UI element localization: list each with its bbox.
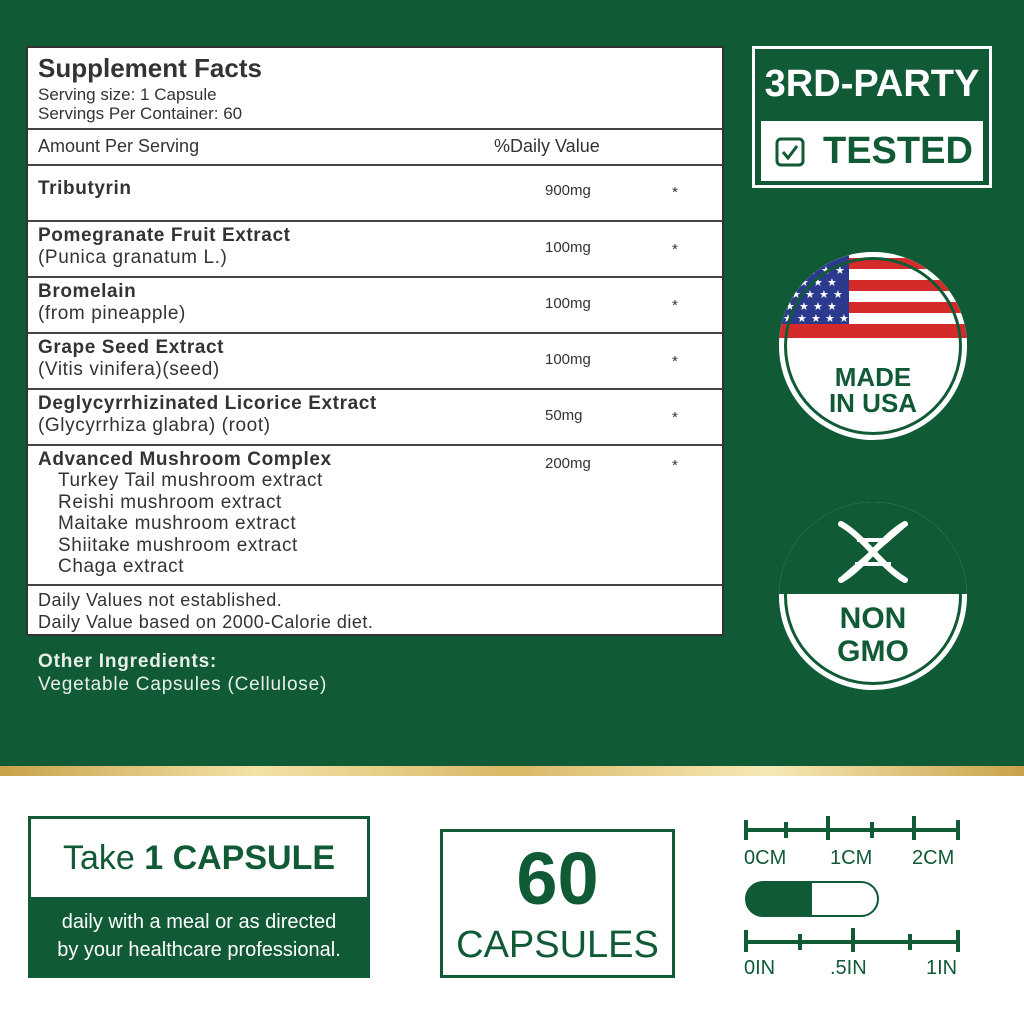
ingredient-amount: 100mg xyxy=(545,295,591,312)
amount-header: Amount Per Serving xyxy=(38,136,200,156)
svg-text:★: ★ xyxy=(783,312,793,325)
capsule-size-ruler xyxy=(744,812,974,992)
svg-text:★: ★ xyxy=(791,288,801,301)
daily-value: * xyxy=(672,297,678,314)
dosage-box xyxy=(28,816,370,978)
facts-row-mushroom xyxy=(28,444,722,584)
dv-header: %Daily Value xyxy=(494,136,600,156)
svg-text:★: ★ xyxy=(833,288,843,301)
third-party-tested-badge xyxy=(752,46,992,188)
take-amount: 1 CAPSULE xyxy=(144,839,336,877)
other-ingredients-title: Other Ingredients: xyxy=(38,651,218,672)
mushroom-item: Reishi mushroom extract xyxy=(58,491,282,513)
svg-text:★: ★ xyxy=(799,276,809,289)
svg-text:★: ★ xyxy=(819,288,829,301)
inch-scale xyxy=(744,924,964,954)
ingredient-name: Pomegranate Fruit Extract xyxy=(38,225,291,246)
svg-text:★: ★ xyxy=(807,264,817,277)
svg-text:★: ★ xyxy=(797,312,807,325)
ruler-label: 0IN xyxy=(744,957,776,979)
usa-label-line2: IN USA xyxy=(828,388,918,418)
tested-top-label: 3RD-PARTY xyxy=(764,63,980,105)
ruler-label: .5IN xyxy=(830,957,867,979)
dosage-instructions xyxy=(31,897,367,975)
facts-row xyxy=(28,332,722,388)
daily-value: * xyxy=(672,241,678,258)
ingredient-name: Advanced Mushroom Complex xyxy=(38,449,332,470)
facts-title: Supplement Facts xyxy=(38,53,262,83)
svg-text:★: ★ xyxy=(825,312,835,325)
svg-text:★: ★ xyxy=(835,264,845,277)
svg-text:★: ★ xyxy=(805,288,815,301)
ingredient-name: Bromelain xyxy=(38,281,137,302)
mushroom-item: Chaga extract xyxy=(58,556,185,577)
ruler-label: 2CM xyxy=(912,847,955,869)
capsule-count-label: CAPSULES xyxy=(456,924,659,966)
usa-label-line1: MADE xyxy=(834,362,912,392)
capsule-count-box xyxy=(440,829,675,978)
mushroom-item: Shiitake mushroom extract xyxy=(58,534,298,556)
svg-text:★: ★ xyxy=(827,276,837,289)
facts-row xyxy=(28,164,722,220)
ingredient-amount: 100mg xyxy=(545,351,591,368)
svg-text:★: ★ xyxy=(811,312,821,325)
ingredient-amount: 100mg xyxy=(545,239,591,256)
daily-value: * xyxy=(672,409,678,426)
ingredient-amount: 200mg xyxy=(545,455,591,472)
mushroom-list xyxy=(58,470,323,578)
ingredient-amount: 50mg xyxy=(545,407,583,424)
ruler-label: 0CM xyxy=(744,847,787,869)
servings-per-container: Servings Per Container: 60 xyxy=(38,104,243,123)
ingredient-source: (Punica granatum L.) xyxy=(38,247,228,268)
svg-text:★: ★ xyxy=(827,300,837,313)
amount-header-row xyxy=(28,128,722,164)
ruler-label: 1IN xyxy=(926,957,958,979)
ingredient-amount: 900mg xyxy=(545,182,591,199)
ingredient-name: Deglycyrrhizinated Licorice Extract xyxy=(38,393,377,414)
other-ingredients-text: Vegetable Capsules (Cellulose) xyxy=(38,674,328,695)
checkbox-icon xyxy=(775,137,805,167)
ruler-label: 1CM xyxy=(830,847,873,869)
mushroom-item: Maitake mushroom extract xyxy=(58,513,297,534)
gmo-label-line1: NON xyxy=(839,602,907,635)
ingredient-name: Tributyrin xyxy=(38,178,132,199)
daily-value: * xyxy=(672,457,678,474)
cm-scale xyxy=(744,812,964,842)
svg-text:★: ★ xyxy=(839,312,849,325)
capsule-count: 60 xyxy=(516,837,599,920)
made-in-usa-badge xyxy=(779,252,967,440)
facts-row xyxy=(28,220,722,276)
svg-text:★: ★ xyxy=(799,300,809,313)
ingredient-source: (Glycyrrhiza glabra) (root) xyxy=(38,415,271,436)
ingredient-source: (Vitis vinifera)(seed) xyxy=(38,359,220,380)
tested-inner-box xyxy=(761,121,983,181)
daily-value: * xyxy=(672,353,678,370)
svg-text:★: ★ xyxy=(813,276,823,289)
gmo-label-line2: GMO xyxy=(837,635,909,668)
ingredient-name: Grape Seed Extract xyxy=(38,337,225,358)
dosage-heading xyxy=(31,819,367,897)
svg-text:★: ★ xyxy=(813,300,823,313)
dosage-line: by your healthcare professional. xyxy=(57,939,341,961)
serving-size: Serving size: 1 Capsule xyxy=(38,85,217,104)
footnote: Daily Value based on 2000-Calorie diet. xyxy=(38,612,374,632)
dosage-line: daily with a meal or as directed xyxy=(61,911,337,933)
facts-row xyxy=(28,276,722,332)
footnote: Daily Values not established. xyxy=(38,590,283,610)
facts-footnotes xyxy=(28,584,722,636)
daily-value: * xyxy=(672,184,678,201)
supplement-facts-panel xyxy=(26,46,724,636)
svg-text:★: ★ xyxy=(821,264,831,277)
facts-row xyxy=(28,388,722,444)
ingredient-source: (from pineapple) xyxy=(38,303,186,324)
tested-bottom-label: TESTED xyxy=(823,130,973,172)
svg-text:★: ★ xyxy=(785,300,795,313)
take-prefix: Take xyxy=(62,839,145,877)
non-gmo-badge xyxy=(779,502,967,690)
gold-divider xyxy=(0,766,1024,776)
capsule-icon xyxy=(744,880,880,918)
mushroom-item: Turkey Tail mushroom extract xyxy=(58,470,323,491)
